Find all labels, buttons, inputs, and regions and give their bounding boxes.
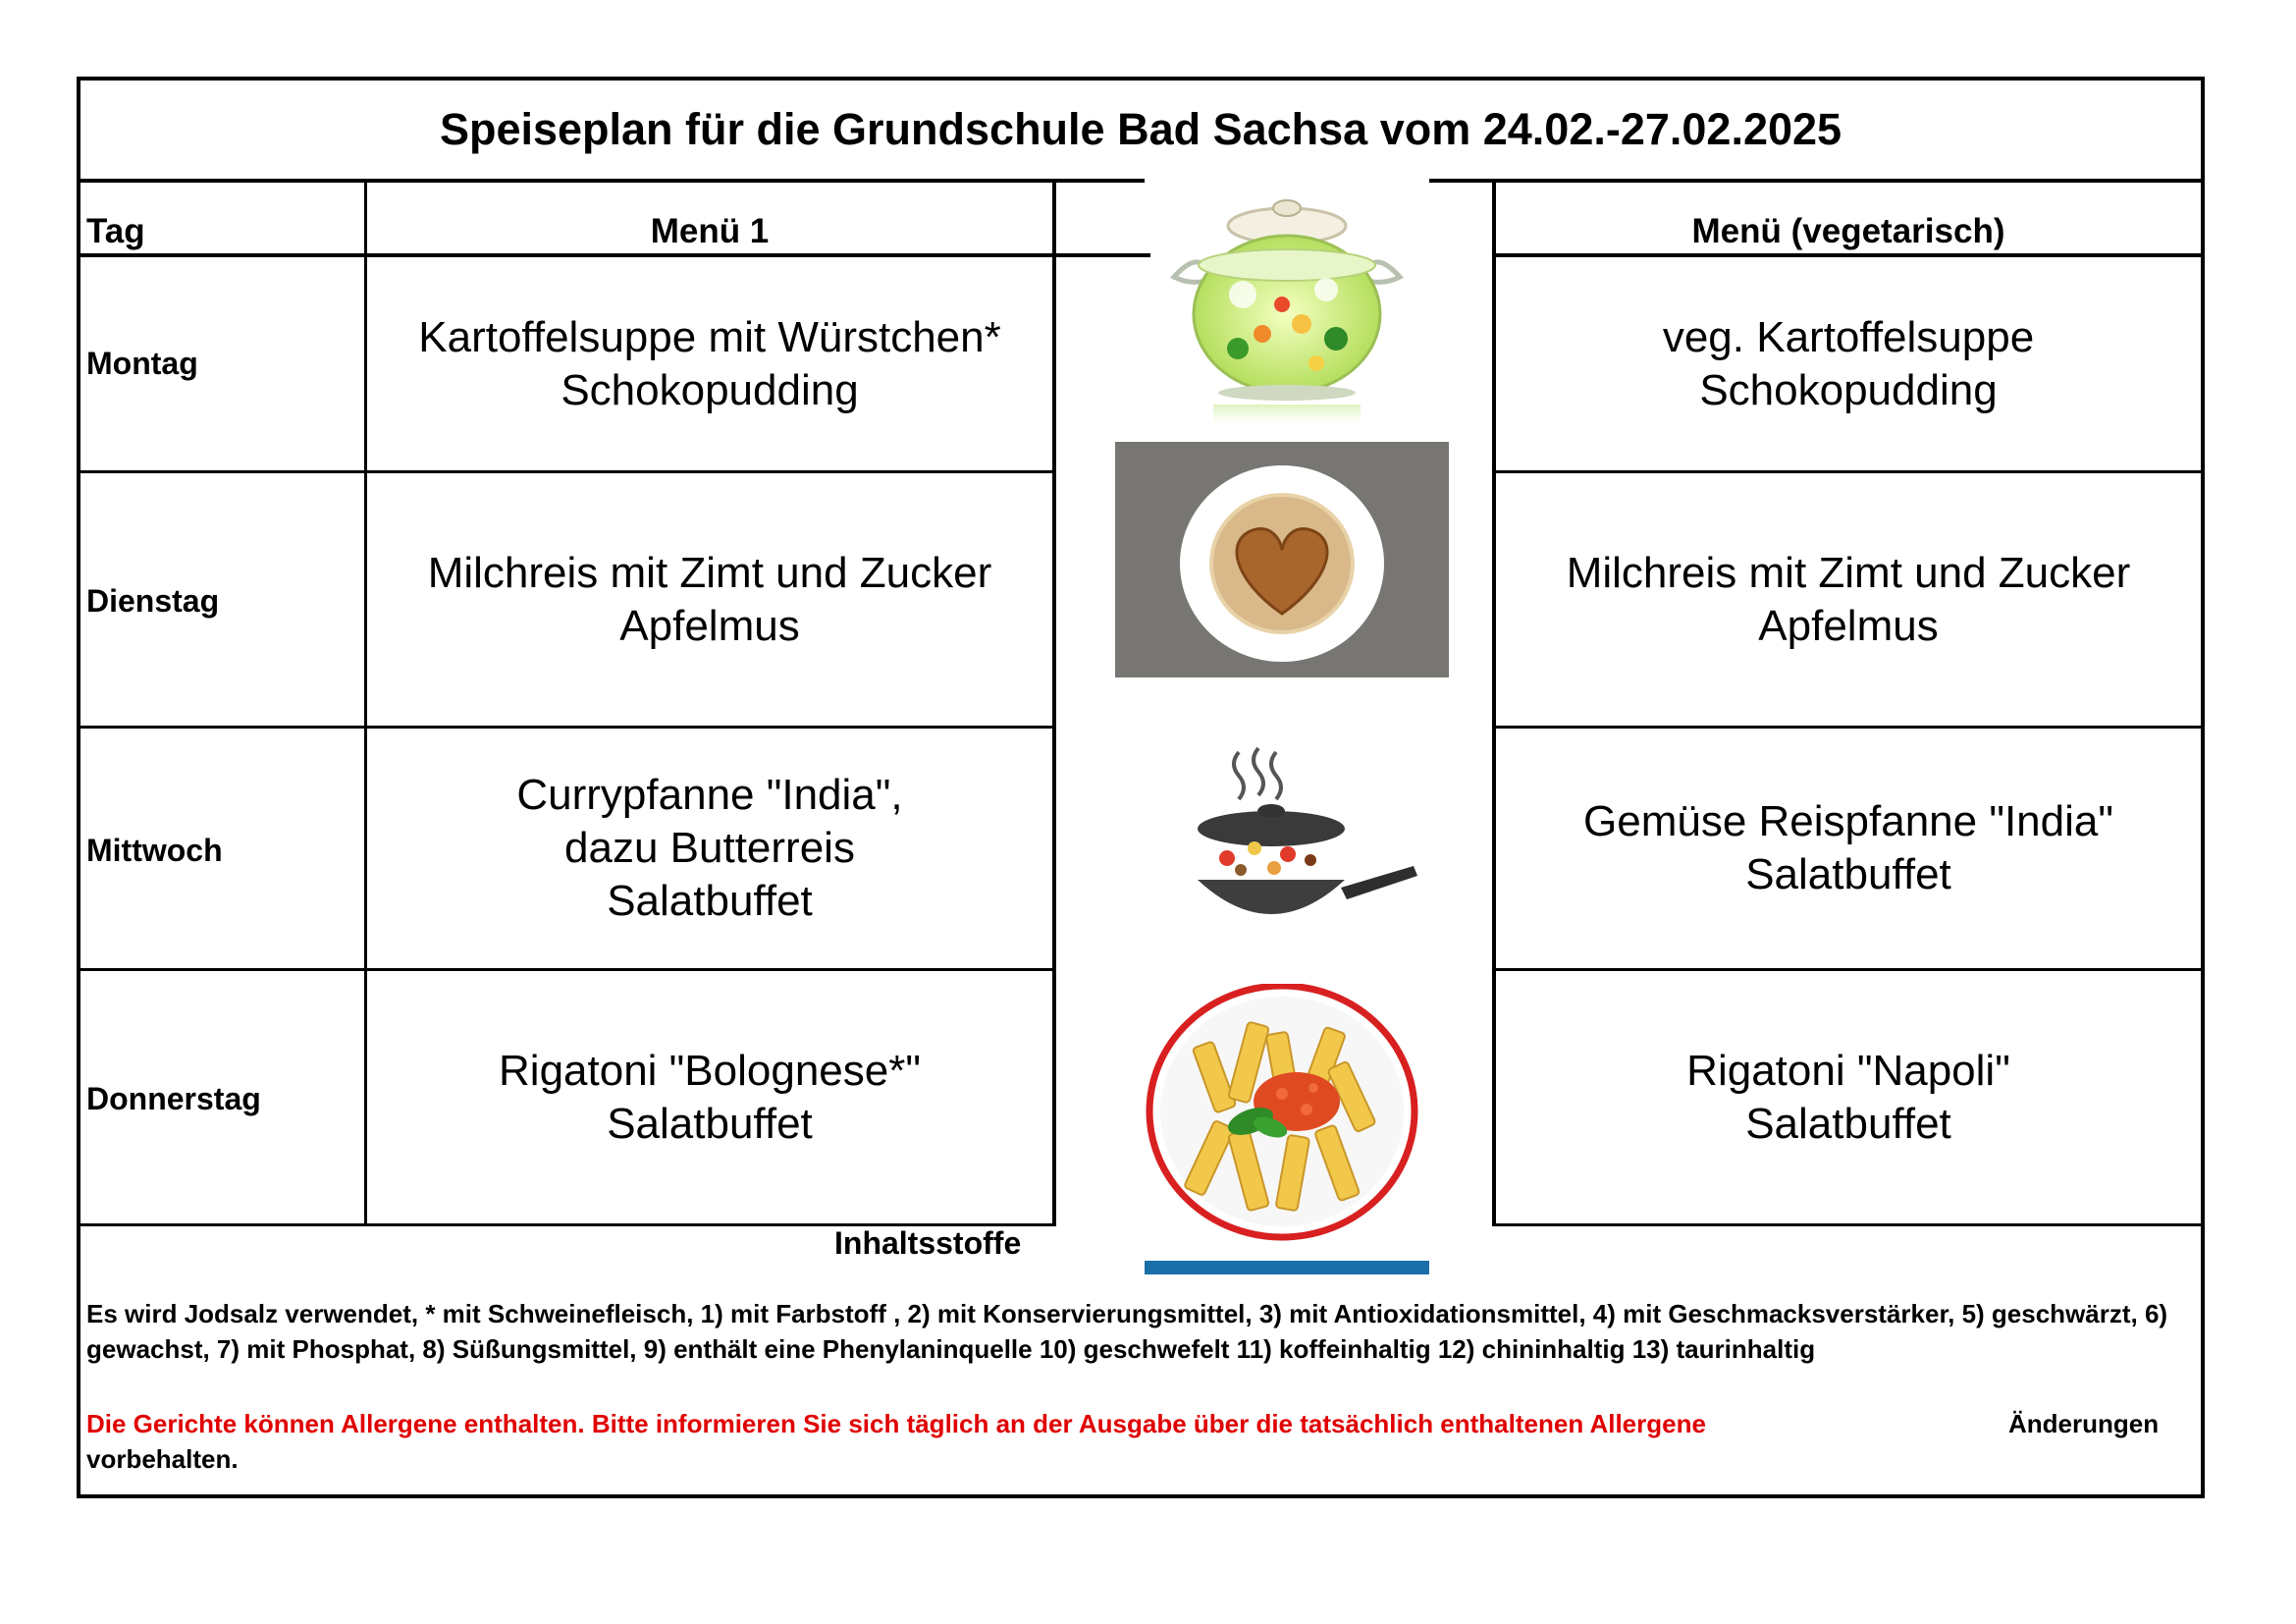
veg-cell-donnerstag: Rigatoni "Napoli" Salatbuffet xyxy=(1686,1046,2010,1148)
footer-ingredients: Es wird Jodsalz verwendet, * mit Schweinefleisch, 1) mit Farbstoff , 2) mit Konservierungsmittel, 3) mit Antioxidationsmittel, 4) mit Geschmacksverstärker, 5) geschwärzt, 6) gewachst, 7) mit Phosphat, 8) Süßungsmittel, 9) enthält eine Phenylaninquelle 10) geschwefelt 11) koffeinhaltig 12) chininhaltig 13) taurinhaltig xyxy=(86,1299,2168,1364)
rice-pudding-icon xyxy=(1115,442,1449,677)
day-label-donnerstag: Donnerstag xyxy=(86,1081,261,1116)
row-divider-4-right xyxy=(1492,1223,2205,1226)
menu1-cell-dienstag: Milchreis mit Zimt und Zucker Apfelmus xyxy=(427,548,992,650)
veg-cell-dienstag: Milchreis mit Zimt und Zucker Apfelmus xyxy=(1566,548,2131,650)
frame-bottom xyxy=(77,1494,2205,1498)
wok-pan-icon xyxy=(1178,742,1423,948)
day-label-dienstag: Dienstag xyxy=(86,583,220,619)
menu1-cell-donnerstag: Rigatoni "Bolognese*" Salatbuffet xyxy=(499,1046,921,1148)
menu1-cell-mittwoch: Currypfanne "India", dazu Butterreis Salatbuffet xyxy=(516,771,903,925)
col-line-menu1 xyxy=(1052,179,1056,1225)
header-menu1: Menü 1 xyxy=(650,212,770,250)
title-divider-left xyxy=(77,179,1145,183)
day-label-mittwoch: Mittwoch xyxy=(86,833,223,868)
footer-changes-reserved: Änderungen xyxy=(2008,1409,2160,1438)
page-title: Speiseplan für die Grundschule Bad Sachsa vom 24.02.-27.02.2025 xyxy=(439,104,1842,154)
header-veg: Menü (vegetarisch) xyxy=(1691,212,2005,250)
footer-allergen-notice: Die Gerichte können Allergene enthalten. Bitte informieren Sie sich täglich an der Ausgabe über die tatsächlich enthaltenen Allergene xyxy=(86,1409,1706,1438)
frame-left xyxy=(77,77,80,1498)
pasta-plate-icon xyxy=(1145,984,1429,1278)
footer-heading: Inhaltsstoffe xyxy=(834,1225,1022,1261)
veg-cell-montag: veg. Kartoffelsuppe Schokopudding xyxy=(1662,312,2035,414)
title-divider-right xyxy=(1429,179,2205,183)
footer-changes-reserved-continued: vorbehalten. xyxy=(86,1444,239,1474)
menu1-cell-montag: Kartoffelsuppe mit Würstchen* Schokopudding xyxy=(418,312,1001,414)
soup-pot-icon xyxy=(1145,187,1429,432)
header-day: Tag xyxy=(86,212,145,250)
day-label-montag: Montag xyxy=(86,346,198,381)
frame-right xyxy=(2201,77,2205,1498)
veg-cell-mittwoch: Gemüse Reispfanne "India" Salatbuffet xyxy=(1583,797,2113,898)
